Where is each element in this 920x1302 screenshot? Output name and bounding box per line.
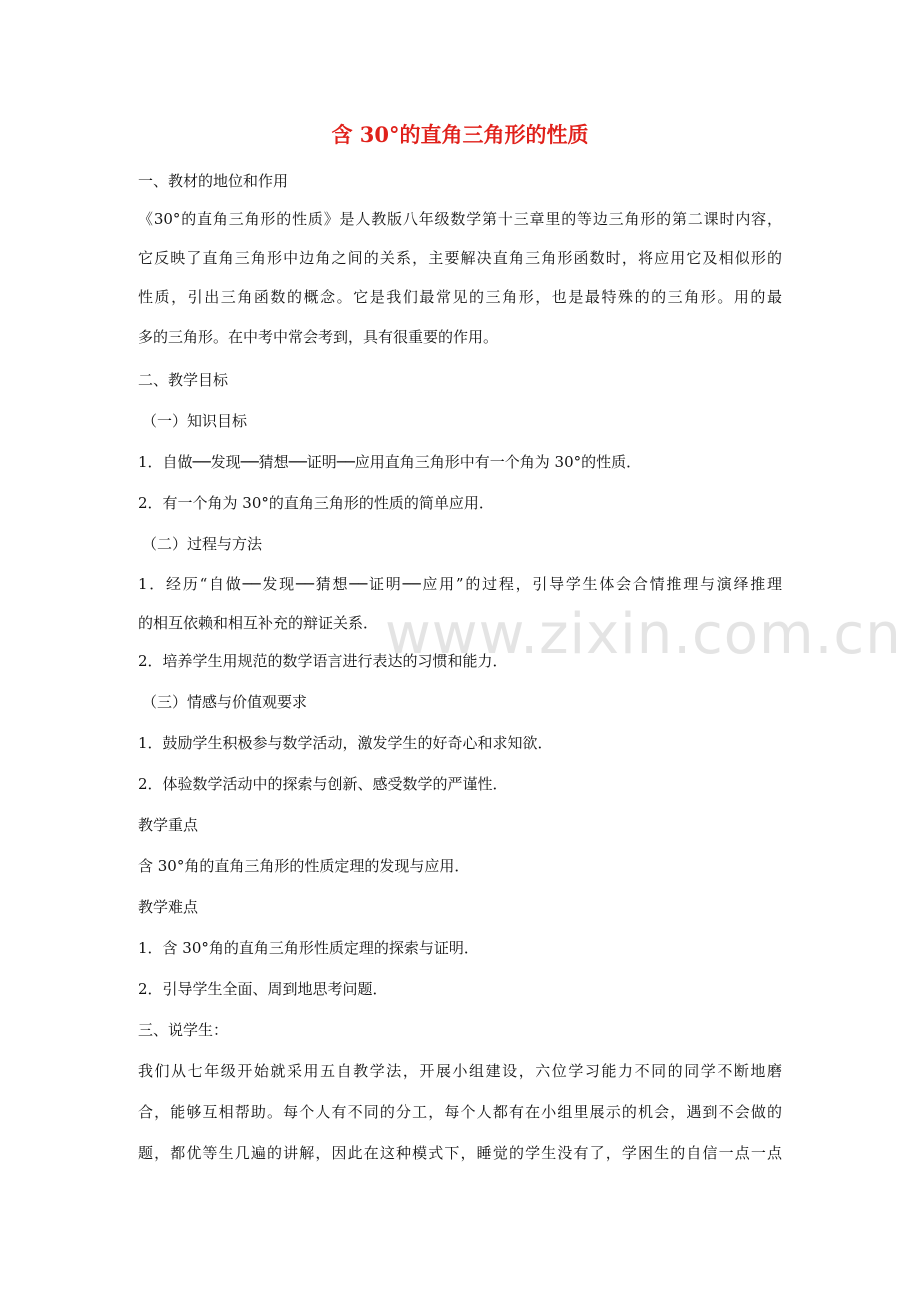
paragraph-line: 合，能够互相帮助。每个人有不同的分工，每个人都有在小组里展示的机会，遇到不会做的 [138,1103,782,1121]
list-item: 1．自做──发现──猜想──证明──应用直角三角形中有一个角为 30°的性质． [138,453,642,471]
section-heading-2: 二、教学目标 [138,371,229,389]
list-item: 1．鼓励学生积极参与数学活动，激发学生的好奇心和求知欲． [138,734,553,752]
subheading-knowledge: （一）知识目标 [142,412,248,430]
list-item-continued: 的相互依赖和相互补充的辩证关系． [138,614,379,632]
key-point-text: 含 30°角的直角三角形的性质定理的发现与应用． [138,857,470,875]
paragraph-line: 它反映了直角三角形中边角之间的关系，主要解决直角三角形函数时，将应用它及相似形的 [138,249,782,267]
paragraph-line: 《30°的直角三角形的性质》是人教版八年级数学第十三章里的等边三角形的第二课时内容， [138,210,782,228]
page-title: 含 30°的直角三角形的性质 [331,122,589,147]
subheading-emotion: （三）情感与价值观要求 [142,693,308,711]
list-item: 1．经历“自做──发现──猜想──证明──应用”的过程，引导学生体会合情推理与演绎推理 [138,575,782,593]
paragraph-line: 多的三角形。在中考中常会考到，具有很重要的作用。 [138,328,499,346]
paragraph-line: 性质，引出三角函数的概念。它是我们最常见的三角形，也是最特殊的的三角形。用的最 [138,288,782,306]
list-item: 2．有一个角为 30°的直角三角形的性质的简单应用． [138,494,494,512]
paragraph-line: 题，都优等生几遍的讲解，因此在这种模式下，睡觉的学生没有了，学困生的自信一点一点 [138,1144,782,1162]
list-item: 2．引导学生全面、周到地思考问题． [138,980,388,998]
paragraph-line: 我们从七年级开始就采用五自教学法，开展小组建设，六位学习能力不同的同学不断地磨 [138,1062,782,1080]
subheading-process: （二）过程与方法 [142,535,263,553]
section-heading-3: 三、说学生： [138,1021,229,1039]
watermark: www.zixin.com.cn [385,602,902,667]
list-item: 2．体验数学活动中的探索与创新、感受数学的严谨性． [138,775,508,793]
list-item: 2．培养学生用规范的数学语言进行表达的习惯和能力． [138,652,508,670]
list-item: 1．含 30°角的直角三角形性质定理的探索与证明． [138,939,479,957]
heading-key-point: 教学重点 [138,816,199,834]
heading-difficulty: 教学难点 [138,898,199,916]
section-heading-1: 一、教材的地位和作用 [138,172,289,190]
